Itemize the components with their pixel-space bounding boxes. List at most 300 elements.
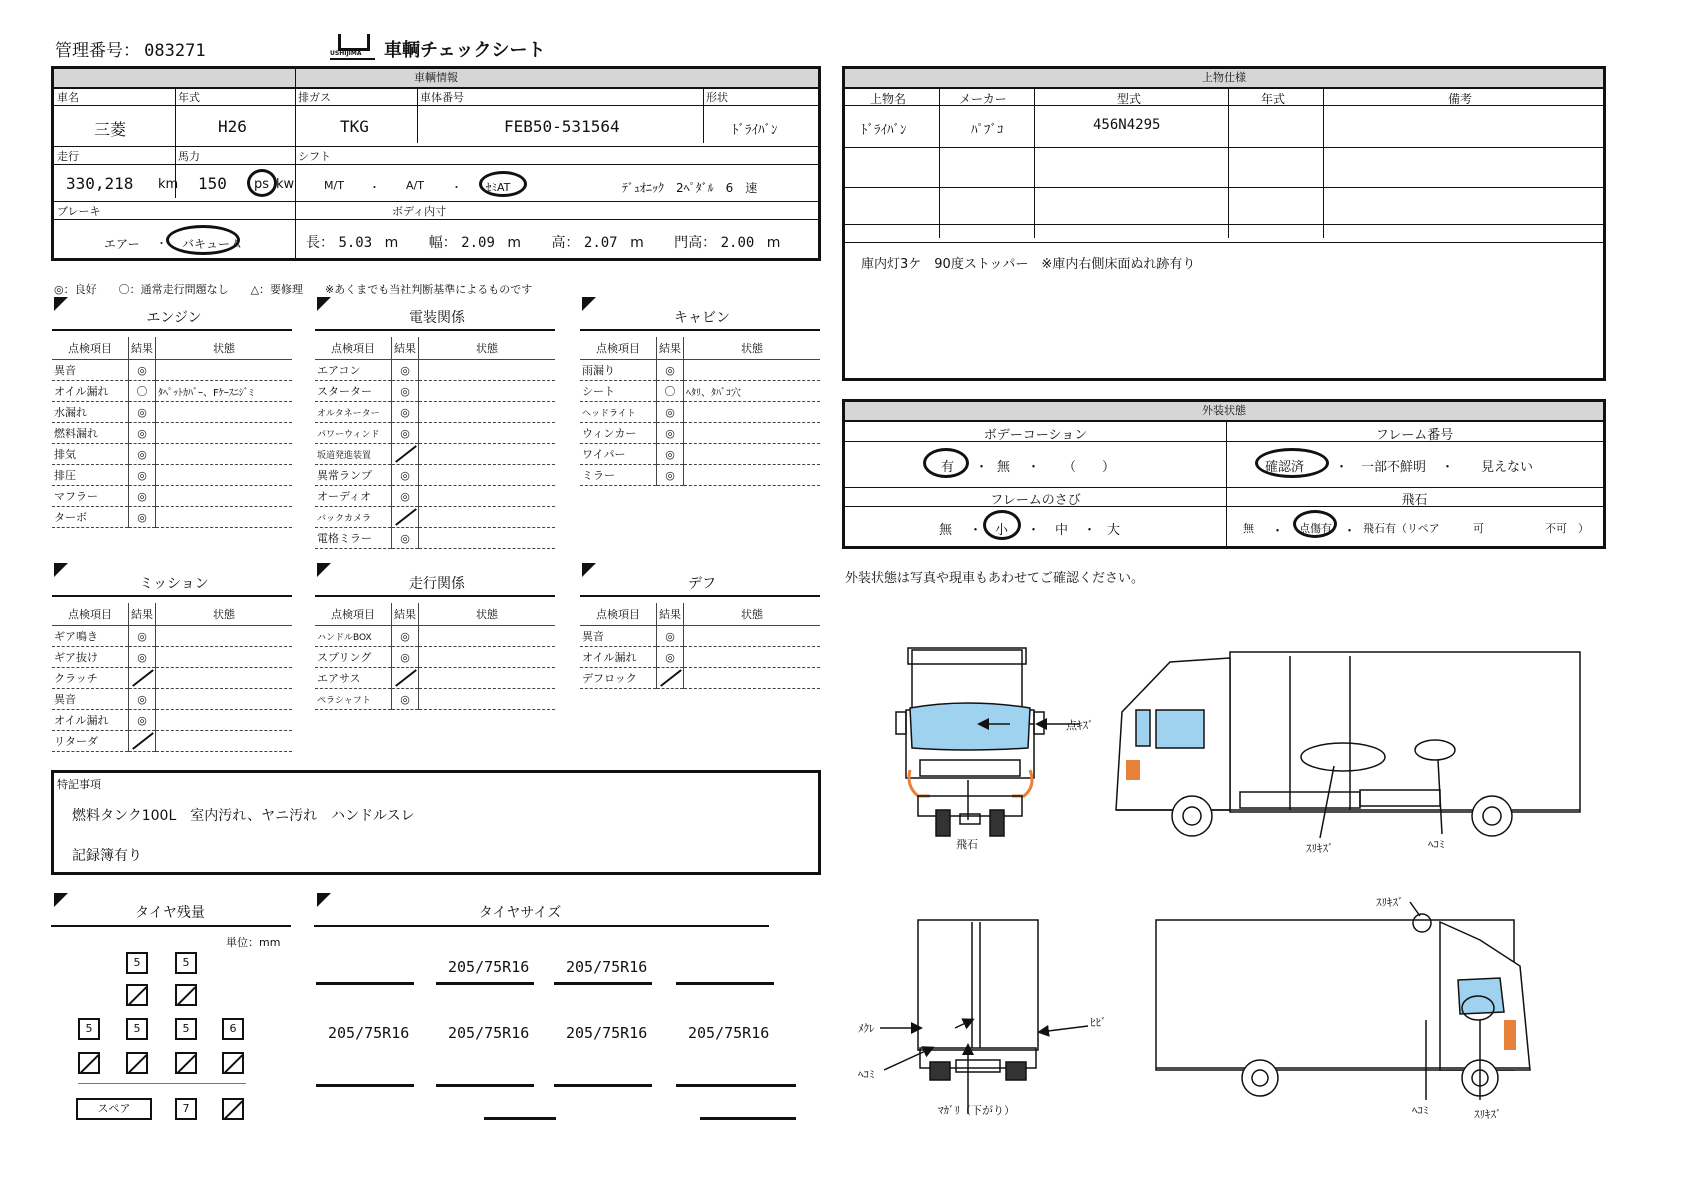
chassis-value: FEB50-531564 — [504, 117, 620, 136]
table-row — [580, 668, 820, 689]
table-row — [580, 444, 820, 465]
check-result: ◎ — [657, 465, 684, 486]
check-state — [684, 402, 821, 423]
check-item: シート — [580, 381, 657, 402]
table-row — [315, 689, 555, 710]
table-row — [315, 668, 555, 689]
table-row — [315, 423, 555, 444]
check-item: クラッチ — [52, 668, 129, 689]
frame-option-invisible: 見えない — [1481, 460, 1534, 475]
check-result: ◎ — [129, 402, 156, 423]
tire-front-left: 5 — [126, 952, 148, 974]
check-result: ◎ — [129, 626, 156, 647]
table-row — [315, 444, 555, 465]
tire-spare-2 — [222, 1098, 244, 1120]
engine-flag-icon — [54, 297, 68, 311]
check-result: ◎ — [129, 689, 156, 710]
check-result: ◎ — [392, 647, 419, 668]
check-item: オルタネーター — [315, 402, 392, 423]
vehicle-info-bar: 車輌情報 — [54, 69, 818, 89]
check-state — [684, 647, 821, 668]
running-section-title: 走行関係 — [409, 576, 465, 592]
table-row — [52, 423, 292, 444]
truck-front-view — [896, 648, 1044, 836]
table-row — [52, 731, 292, 752]
diff-check-table — [580, 603, 820, 689]
table-row — [52, 689, 292, 710]
check-item: バックカメラ — [315, 507, 392, 528]
not-applicable-slash-icon — [395, 670, 415, 686]
brake-label: ブレーキ — [57, 205, 101, 218]
shift-option-mt: M/T — [324, 179, 344, 192]
annot-left-dent: ﾍｺﾐ — [1428, 838, 1445, 851]
rust-option-small: 小 — [995, 523, 1009, 538]
check-item: ギア抜け — [52, 647, 129, 668]
check-state: ﾀﾍﾟｯﾄｶﾊﾞｰ、Fｹｰｽﾆｼﾞﾐ — [156, 381, 293, 402]
table-row — [580, 402, 820, 423]
check-item: 電格ミラー — [315, 528, 392, 549]
table-row — [315, 507, 555, 528]
check-result: ◎ — [392, 381, 419, 402]
brake-selected-circle — [166, 225, 243, 255]
coating-option-other: （ ） — [1063, 460, 1116, 475]
sheet-title: 車輌チェックシート — [384, 40, 546, 61]
cabin-flag-icon — [582, 297, 596, 311]
frame-option-confirmed: 確認済 — [1265, 460, 1305, 475]
tire-front-inner-left — [126, 984, 148, 1006]
check-state — [156, 465, 293, 486]
check-result: ◎ — [392, 423, 419, 444]
tire-rear-2: 5 — [126, 1018, 148, 1040]
table-row — [315, 626, 555, 647]
tire-rear-inner-4 — [222, 1052, 244, 1074]
spec-header-model: 型式 — [1117, 92, 1142, 106]
check-item: 異音 — [52, 689, 129, 710]
check-state — [156, 710, 293, 731]
check-result — [392, 444, 419, 465]
table-row — [580, 381, 820, 402]
tire-rear-inner-3 — [175, 1052, 197, 1074]
coating-selected-circle — [923, 448, 969, 478]
mgmt-label: 管理番号： — [55, 41, 140, 61]
check-item: オイル漏れ — [52, 710, 129, 731]
legend: ◎：良好 〇：通常走行問題なし △：要修理 ※あくまでも当社判断基準によるものです — [54, 283, 533, 296]
check-state — [156, 647, 293, 668]
header-result: 結果 — [392, 337, 419, 360]
chip-option-ok: 可 — [1473, 522, 1484, 535]
check-result: ◎ — [129, 710, 156, 731]
company-logo — [330, 34, 375, 60]
rust-option-none: 無 — [939, 523, 953, 538]
notes-line-1: 燃料タンク100L 室内汚れ、ヤニ汚れ ハンドルスレ — [72, 808, 415, 824]
check-state — [684, 465, 821, 486]
check-result: ◎ — [392, 402, 419, 423]
not-applicable-slash-icon — [395, 446, 415, 462]
check-state — [419, 423, 556, 444]
tire-size-r2-1: 205/75R16 — [328, 1024, 410, 1042]
year-value: H26 — [218, 117, 247, 136]
electrical-section-title: 電装関係 — [409, 310, 465, 326]
check-result: ◎ — [129, 465, 156, 486]
shift-option-at: A/T — [406, 179, 424, 192]
spec-header-maker: メーカー — [959, 92, 1007, 106]
table-row — [580, 626, 820, 647]
engine-check-table — [52, 337, 292, 528]
year-label: 年式 — [178, 91, 200, 104]
header-item: 点検項目 — [580, 603, 657, 626]
tire-size-r1-3: 205/75R16 — [566, 958, 648, 976]
tire-size-r2-2: 205/75R16 — [448, 1024, 530, 1042]
annot-right-dent: ﾍｺﾐ — [1412, 1104, 1429, 1117]
check-result: 〇 — [657, 381, 684, 402]
not-applicable-slash-icon — [132, 670, 152, 686]
tire-front-right: 5 — [175, 952, 197, 974]
check-item: 坂道発進装置 — [315, 444, 392, 465]
check-result: ◎ — [657, 626, 684, 647]
diff-section-title: デフ — [688, 576, 716, 592]
rust-selected-circle — [983, 510, 1021, 540]
check-item: スプリング — [315, 647, 392, 668]
vehicle-info-panel: 車輌情報 車名 年式 排ガス 車体番号 形状 三菱 H26 TKG FEB50-531564 ﾄﾞﾗｲﾊﾞﾝ 走行 馬力 シフト 330,218 km 150 ps kw M/T ・ A/T ・ ｾﾐAT ﾃﾞｭｵﾆｯｸ 2ﾍﾟﾀﾞﾙ 6 速 ブレーキ ボディ内寸 エアー ・ バキューム 長： 5.03 m 幅： 2.09 m 高： 2.07 m 門高： 2.00 m — [51, 66, 821, 261]
chip-option-none: 無 — [1243, 522, 1254, 535]
check-state — [419, 626, 556, 647]
body-inner-label: ボディ内寸 — [392, 205, 447, 218]
table-row — [580, 647, 820, 668]
check-item: ペラシャフト — [315, 689, 392, 710]
shift-option-semiat: ｾﾐAT — [486, 181, 511, 194]
upper-spec-bar: 上物仕様 — [845, 69, 1603, 89]
brake-option-air: エアー — [104, 237, 140, 251]
check-result: ◎ — [392, 626, 419, 647]
header-state: 状態 — [156, 337, 293, 360]
check-item: エアサス — [315, 668, 392, 689]
diff-flag-icon — [582, 563, 596, 577]
check-item: ハンドルBOX — [315, 626, 392, 647]
header-item: 点検項目 — [580, 337, 657, 360]
check-item: スターター — [315, 381, 392, 402]
check-result: ◎ — [129, 507, 156, 528]
annot-front-point-scratch: 点ｷｽﾞ — [1066, 719, 1094, 732]
header-item: 点検項目 — [315, 603, 392, 626]
check-state — [419, 647, 556, 668]
annot-right-scratch: ｽﾘｷｽﾞ — [1474, 1108, 1502, 1121]
check-result: ◎ — [392, 528, 419, 549]
shift-detail: ﾃﾞｭｵﾆｯｸ 2ﾍﾟﾀﾞﾙ 6 速 — [622, 181, 758, 195]
check-item: ターボ — [52, 507, 129, 528]
check-item: パワーウィンド — [315, 423, 392, 444]
tire-size-r1-2: 205/75R16 — [448, 958, 530, 976]
rust-option-medium: 中 — [1055, 523, 1069, 538]
frame-number-selected-circle — [1255, 448, 1329, 478]
check-item: オーディオ — [315, 486, 392, 507]
check-result: ◎ — [129, 647, 156, 668]
exterior-panel: 外装状態 ボデーコーション フレーム番号 有 ・ 無 ・ （ ） 確認済 ・ 一部不鮮明 ・ 見えない フレームのさび 飛石 無 ・ 小 ・ 中 ・ 大 無 ・ 点傷有 ・ 飛石有（リペア 可 不可 ） — [842, 399, 1606, 549]
header-result: 結果 — [129, 337, 156, 360]
header-result: 結果 — [129, 603, 156, 626]
tire-unit: 単位：mm — [226, 936, 281, 949]
table-row — [315, 465, 555, 486]
shift-selected-circle — [479, 171, 527, 197]
check-state: ﾍﾀﾘ、ﾀﾊﾞｺ穴 — [684, 381, 821, 402]
check-item: マフラー — [52, 486, 129, 507]
tire-spare: 7 — [175, 1098, 197, 1120]
truck-rear-view — [918, 920, 1038, 1080]
annot-rear-crack: ﾋﾋﾞ — [1090, 1016, 1107, 1029]
table-row — [52, 710, 292, 731]
annot-right-top-scratch: ｽﾘｷｽﾞ — [1376, 896, 1404, 909]
table-row — [52, 360, 292, 381]
spec-name-value: ﾄﾞﾗｲﾊﾞﾝ — [861, 123, 907, 138]
maker-label: 車名 — [57, 91, 79, 104]
body-height: 2.07 — [583, 235, 618, 251]
tire-size-flag-icon — [317, 893, 331, 907]
brake-option-vacuum: バキューム — [182, 237, 243, 251]
exterior-bar: 外装状態 — [845, 402, 1603, 422]
table-row — [315, 402, 555, 423]
check-state — [419, 486, 556, 507]
check-state — [156, 360, 293, 381]
mileage-value: 330,218 — [66, 174, 134, 193]
check-item: オイル漏れ — [580, 647, 657, 668]
frame-number-label: フレーム番号 — [1375, 428, 1454, 443]
tire-front-inner-right — [175, 984, 197, 1006]
body-coating-label: ボデーコーション — [983, 428, 1088, 443]
check-state — [684, 668, 821, 689]
rust-option-large: 大 — [1107, 523, 1121, 538]
tire-rear-inner-2 — [126, 1052, 148, 1074]
table-row — [580, 465, 820, 486]
check-item: 燃料漏れ — [52, 423, 129, 444]
tire-size-r2-3: 205/75R16 — [566, 1024, 648, 1042]
annot-rear-bend: ﾏｶﾞﾘ（下がり） — [938, 1104, 1015, 1117]
check-item: デフロック — [580, 668, 657, 689]
cabin-section-title: キャビン — [674, 310, 730, 326]
check-state — [419, 381, 556, 402]
check-item: ミラー — [580, 465, 657, 486]
horsepower-value: 150 — [198, 174, 227, 193]
check-item: オイル漏れ — [52, 381, 129, 402]
electrical-flag-icon — [317, 297, 331, 311]
check-result — [657, 668, 684, 689]
check-state — [419, 360, 556, 381]
header-item: 点検項目 — [52, 603, 129, 626]
table-row — [315, 360, 555, 381]
tire-size-r2-4: 205/75R16 — [688, 1024, 770, 1042]
frame-option-partial: 一部不鮮明 — [1361, 460, 1427, 475]
table-row — [52, 465, 292, 486]
mission-check-table — [52, 603, 292, 752]
frame-rust-label: フレームのさび — [990, 493, 1081, 508]
table-row — [315, 647, 555, 668]
check-item: ヘッドライト — [580, 402, 657, 423]
check-state — [684, 626, 821, 647]
annot-rear-dent: ﾍｺﾐ — [858, 1068, 875, 1081]
upper-spec-panel — [842, 66, 1606, 381]
check-item: 水漏れ — [52, 402, 129, 423]
check-result: ◎ — [392, 486, 419, 507]
check-state — [156, 444, 293, 465]
table-row — [315, 381, 555, 402]
mission-flag-icon — [54, 563, 68, 577]
check-item: エアコン — [315, 360, 392, 381]
header-state: 状態 — [156, 603, 293, 626]
not-applicable-slash-icon — [660, 670, 680, 686]
check-item: リターダ — [52, 731, 129, 752]
check-item: ウィンカー — [580, 423, 657, 444]
check-result: ◎ — [392, 465, 419, 486]
truck-right-view — [1156, 920, 1530, 1096]
header-item: 点検項目 — [315, 337, 392, 360]
hp-unit-circle — [247, 169, 277, 197]
tire-remaining-title: タイヤ残量 — [135, 905, 205, 921]
spec-header-year: 年式 — [1261, 92, 1286, 106]
tire-rear-4: 6 — [222, 1018, 244, 1040]
notes-line-2: 記録簿有り — [72, 848, 142, 864]
header-result: 結果 — [392, 603, 419, 626]
check-state — [156, 507, 293, 528]
spec-maker-value: ﾊﾟﾌﾞｺ — [971, 123, 1004, 138]
check-result — [392, 668, 419, 689]
stone-chip-label: 飛石 — [1401, 493, 1428, 508]
cabin-check-table — [580, 337, 820, 486]
shape-label: 形状 — [706, 91, 728, 104]
table-row — [52, 381, 292, 402]
check-result: 〇 — [129, 381, 156, 402]
check-state — [419, 668, 556, 689]
left-window — [1156, 710, 1204, 748]
header — [55, 36, 206, 61]
chip-option-point: 点傷有 — [1299, 522, 1332, 535]
engine-section-title: エンジン — [146, 310, 202, 326]
annot-left-scratch: ｽﾘｷｽﾞ — [1306, 842, 1334, 855]
notes-label: 特記事項 — [57, 778, 101, 791]
tire-remaining-flag-icon — [54, 893, 68, 907]
door-height: 2.00 — [720, 235, 755, 251]
spare-label: スペア — [76, 1098, 152, 1120]
shift-label: シフト — [298, 150, 331, 163]
check-state — [156, 668, 293, 689]
check-result — [392, 507, 419, 528]
emission-label: 排ガス — [298, 91, 331, 104]
check-state — [419, 465, 556, 486]
header-state: 状態 — [684, 603, 821, 626]
check-state — [419, 528, 556, 549]
check-result: ◎ — [657, 402, 684, 423]
check-result: ◎ — [657, 423, 684, 444]
table-row — [580, 360, 820, 381]
table-row — [52, 444, 292, 465]
check-state — [419, 507, 556, 528]
hp-unit-kw: kw — [276, 177, 295, 192]
check-item: 異音 — [580, 626, 657, 647]
chip-selected-circle — [1293, 510, 1337, 538]
truck-diagrams — [840, 600, 1620, 1160]
body-length: 5.03 — [338, 235, 373, 251]
check-result: ◎ — [657, 647, 684, 668]
check-item: 異常ランプ — [315, 465, 392, 486]
check-result: ◎ — [129, 423, 156, 444]
tire-rear-1: 5 — [78, 1018, 100, 1040]
spec-model-value: 456N4295 — [1093, 117, 1161, 133]
table-row — [52, 668, 292, 689]
check-state — [419, 689, 556, 710]
check-item: 排気 — [52, 444, 129, 465]
exterior-caption: 外装状態は写真や現車もあわせてご確認ください。 — [845, 571, 1145, 586]
check-state — [156, 689, 293, 710]
chassis-label: 車体番号 — [420, 91, 464, 104]
spec-header-remarks: 備考 — [1448, 92, 1473, 106]
header-state: 状態 — [419, 337, 556, 360]
check-result — [129, 668, 156, 689]
header-result: 結果 — [657, 337, 684, 360]
table-row — [315, 528, 555, 549]
running-check-table — [315, 603, 555, 710]
header-item: 点検項目 — [52, 337, 129, 360]
table-row — [315, 486, 555, 507]
table-row — [52, 647, 292, 668]
check-state — [156, 731, 293, 752]
check-state — [419, 402, 556, 423]
annot-rear-peel: ﾒｸﾚ — [858, 1022, 875, 1035]
mgmt-number: 083271 — [144, 41, 206, 61]
emission-value: TKG — [340, 117, 369, 136]
check-state — [684, 360, 821, 381]
notes-panel — [51, 770, 821, 875]
check-state — [156, 626, 293, 647]
tire-rear-inner-1 — [78, 1052, 100, 1074]
spec-note: 庫内灯3ケ 90度ストッパー ※庫内右側床面ぬれ跡有り — [861, 257, 1196, 272]
table-row — [52, 507, 292, 528]
check-result — [129, 731, 156, 752]
check-state — [156, 486, 293, 507]
truck-left-view — [1116, 652, 1580, 836]
mileage-unit: km — [158, 177, 179, 192]
tire-rear-3: 5 — [175, 1018, 197, 1040]
coating-option-no: 無 — [997, 460, 1011, 475]
maker-value: 三菱 — [94, 120, 127, 139]
table-row — [52, 402, 292, 423]
check-item: ワイパー — [580, 444, 657, 465]
hp-unit-ps: ps — [254, 177, 270, 192]
check-result: ◎ — [392, 360, 419, 381]
tire-size-title: タイヤサイズ — [478, 905, 562, 921]
check-item: 排圧 — [52, 465, 129, 486]
mission-section-title: ミッション — [139, 576, 209, 592]
header-result: 結果 — [657, 603, 684, 626]
spec-header-name: 上物名 — [870, 92, 907, 106]
check-item: 異音 — [52, 360, 129, 381]
table-row — [580, 423, 820, 444]
not-applicable-slash-icon — [395, 509, 415, 525]
check-state — [156, 402, 293, 423]
front-windshield — [910, 703, 1030, 750]
body-width: 2.09 — [461, 235, 495, 251]
mileage-label: 走行 — [57, 150, 79, 163]
not-applicable-slash-icon — [132, 733, 152, 749]
check-item: ギア鳴き — [52, 626, 129, 647]
table-row — [52, 486, 292, 507]
check-result: ◎ — [129, 444, 156, 465]
check-result: ◎ — [392, 689, 419, 710]
header-state: 状態 — [684, 337, 821, 360]
check-result: ◎ — [657, 444, 684, 465]
table-row — [52, 626, 292, 647]
electrical-check-table — [315, 337, 555, 549]
shape-value: ﾄﾞﾗｲﾊﾞﾝ — [732, 123, 778, 138]
chip-option-repair: 飛石有（リペア — [1363, 522, 1440, 535]
check-state — [156, 423, 293, 444]
running-flag-icon — [317, 563, 331, 577]
